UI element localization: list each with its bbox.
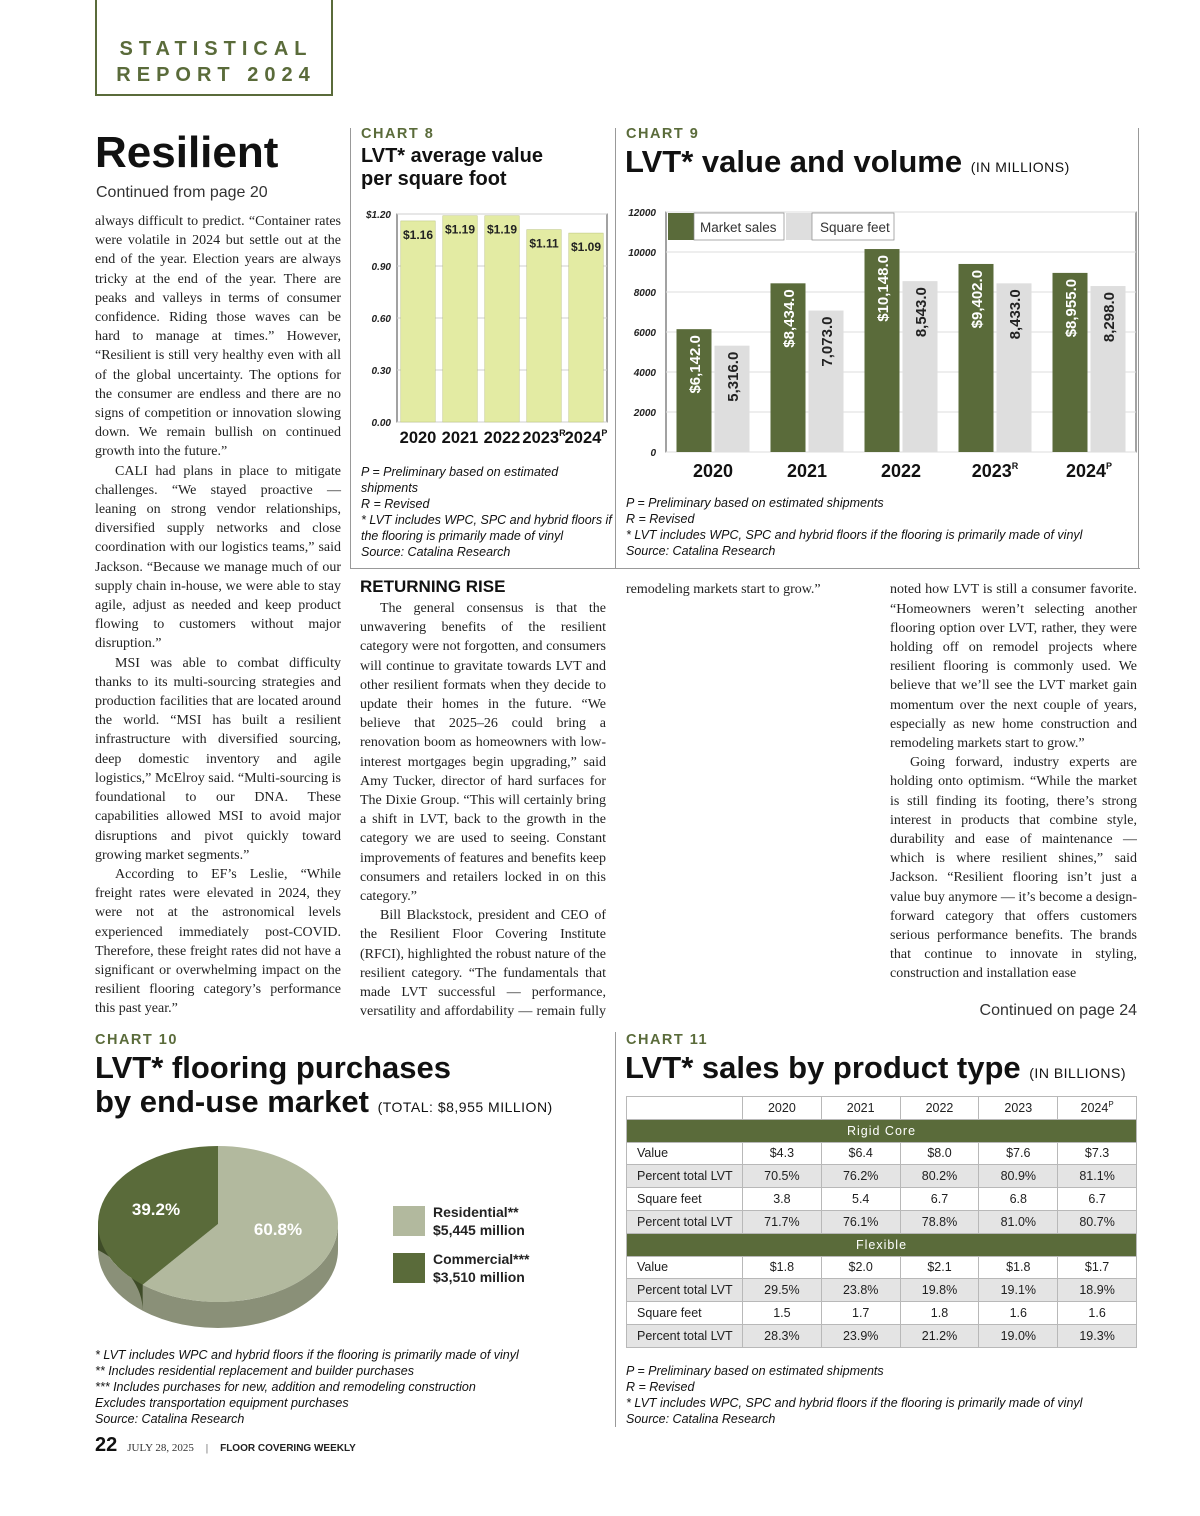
article-column-3 xyxy=(626,580,872,1021)
chart10-note: * LVT includes WPC and hybrid floors if the flooring is primarily made of vinyl xyxy=(95,1348,519,1362)
chart10-title-line2 xyxy=(95,1084,553,1120)
data-label: 7,073.0 xyxy=(819,316,836,367)
table-cell: $2.1 xyxy=(900,1256,979,1279)
table-cell: 21.2% xyxy=(900,1324,979,1347)
chart9-note: * LVT includes WPC, SPC and hybrid floors if the flooring is primarily made of vinyl xyxy=(626,528,1083,542)
data-label: 8,433.0 xyxy=(1007,289,1024,340)
table-cell: 3.8 xyxy=(743,1188,822,1211)
x-tick-label: 2022 xyxy=(880,461,922,481)
y-tick-label: 2000 xyxy=(633,408,656,419)
chart10-pie-chart xyxy=(90,1140,350,1340)
table-cell: 19.1% xyxy=(979,1279,1058,1302)
table-cell: $1.8 xyxy=(979,1256,1058,1279)
x-tick-label: $2024^P$ xyxy=(564,428,608,447)
table-cell: 6.7 xyxy=(900,1188,979,1211)
table-header-cell: 2021 xyxy=(821,1097,900,1120)
x-tick-superscript: P xyxy=(601,428,608,438)
table-cell: $2.0 xyxy=(821,1256,900,1279)
table-cell: 19.3% xyxy=(1058,1324,1137,1347)
pie-label-residential: 60.8% xyxy=(253,1220,303,1239)
x-tick-label: 2021 xyxy=(441,429,479,447)
paragraph: MSI was able to combat difficulty thanks to its multi-sourcing strategies and production facilities that are located around the world. “MSI has built a resilient infrastructure with diversified sourcing, deep domestic inventory and agile logistics,” McElroy said. “Multi-sourcing is foundational to our DNA. These capabilities allowed MSI to avoid major disruptions and pivot quickly toward growing market segments.” xyxy=(95,655,341,863)
table-header-cell: 2020 xyxy=(743,1097,822,1120)
table-header-row xyxy=(627,1097,1137,1120)
table-cell: $4.3 xyxy=(743,1142,822,1165)
section-label: Rigid Core xyxy=(627,1119,1137,1142)
x-tick-superscript: P xyxy=(1106,461,1113,471)
table-row xyxy=(627,1142,1137,1165)
continued-from: Continued from page 20 xyxy=(96,184,268,201)
row-label: Square feet xyxy=(627,1302,743,1325)
paragraph: The general consensus is that the unwavering benefits of the resilient category were not forgotten, and consumers will continue to gravitate towards LVT and other resilient formats when they decide to update their homes in the future. “We believe that 2025–26 could bring a renovation boom as homeowners with low-interest mortgages begin upgrading,” said Amy Tucker, director of hard surfaces for The Dixie Group. “This will certainly bring a shift in LVT, back to the growth in the category we are used to seeing. Constant improvements of features and benefits keep consumers and retailers locked in on this category.” xyxy=(360,601,606,905)
chart8-note: * LVT includes WPC, SPC and hybrid floors if the flooring is primarily made of vinyl xyxy=(361,513,612,543)
legend-commercial-amount: $3,510 million xyxy=(433,1269,525,1285)
chart8-title-line2: per square foot xyxy=(361,168,507,190)
row-label: Percent total LVT xyxy=(627,1324,743,1347)
table-row xyxy=(627,1188,1137,1211)
table-cell: 5.4 xyxy=(821,1188,900,1211)
data-label: 8,298.0 xyxy=(1101,292,1118,343)
chart8-notes xyxy=(361,464,613,560)
table-cell: 78.8% xyxy=(900,1210,979,1233)
data-label: $1.09 xyxy=(570,240,602,255)
legend-label: Square feet xyxy=(820,220,890,235)
bar xyxy=(485,216,519,422)
table-header-cell: 2023 xyxy=(979,1097,1058,1120)
x-tick-label: 2020 xyxy=(399,429,437,447)
table-cell: 23.8% xyxy=(821,1279,900,1302)
data-label: 5,316.0 xyxy=(725,351,742,402)
data-label: $8,434.0 xyxy=(781,289,798,348)
x-tick-label: 2020 xyxy=(692,461,734,481)
row-label: Square feet xyxy=(627,1188,743,1211)
table-cell: 76.2% xyxy=(821,1165,900,1188)
table-header-cell xyxy=(627,1097,743,1120)
row-label: Percent total LVT xyxy=(627,1210,743,1233)
chart11-label: CHART 11 xyxy=(626,1032,709,1048)
table-cell: $1.7 xyxy=(1058,1256,1137,1279)
data-label: $10,148.0 xyxy=(875,255,892,322)
table-cell: 80.7% xyxy=(1058,1210,1137,1233)
table-cell: 19.0% xyxy=(979,1324,1058,1347)
section-label: Flexible xyxy=(627,1233,1137,1256)
table-cell: $7.3 xyxy=(1058,1142,1137,1165)
data-label: $1.11 xyxy=(529,236,559,251)
data-label: $1.19 xyxy=(486,222,518,237)
paragraph: remodeling markets start to grow.” xyxy=(626,581,821,597)
row-label: Value xyxy=(627,1142,743,1165)
section-title: Resilient xyxy=(95,128,279,177)
y-tick-label: 12000 xyxy=(628,208,656,219)
legend-swatch-commercial xyxy=(393,1253,425,1283)
chart8-label: CHART 8 xyxy=(361,126,435,142)
chart8-note: P = Preliminary based on estimated shipments xyxy=(361,465,559,495)
chart10-total: (TOTAL: $8,955 MILLION) xyxy=(377,1099,553,1115)
x-tick-superscript: R xyxy=(559,428,566,438)
y-tick-label: 0 xyxy=(650,448,656,459)
data-label: $1.19 xyxy=(444,222,476,237)
y-tick-label: 0.30 xyxy=(371,366,391,377)
chart10-notes xyxy=(95,1347,605,1427)
chart9-note: P = Preliminary based on estimated shipments xyxy=(626,496,884,510)
col-superscript: P xyxy=(1108,1100,1114,1110)
pie-label-commercial: 39.2% xyxy=(131,1200,181,1219)
chart10-title-line1: LVT* flooring purchases xyxy=(95,1050,451,1085)
table-header-cell: 2022 xyxy=(900,1097,979,1120)
chart10-title-text: by end-use market xyxy=(95,1084,369,1119)
horizontal-divider xyxy=(1138,128,1139,568)
vertical-divider xyxy=(615,128,616,568)
legend-label: Market sales xyxy=(700,220,777,235)
chart10-label: CHART 10 xyxy=(95,1032,178,1048)
data-label: $6,142.0 xyxy=(687,335,704,394)
table-header-cell xyxy=(1058,1097,1137,1120)
table-cell: 80.9% xyxy=(979,1165,1058,1188)
bar xyxy=(527,230,561,422)
table-cell: 70.5% xyxy=(743,1165,822,1188)
paragraph: According to EF’s Leslie, “While freight rates were elevated in 2024, they were not at the astronomical levels experienced immediately post-COVID. Therefore, these freight rates did not have a significant or overwhelming impact on the resilient flooring category’s performance this past year.” xyxy=(95,866,341,1017)
table-row xyxy=(627,1324,1137,1347)
table-cell: 1.8 xyxy=(900,1302,979,1325)
continued-on: Continued on page 24 xyxy=(979,1002,1137,1019)
legend-residential xyxy=(433,1203,525,1239)
vertical-divider xyxy=(350,128,351,568)
table-cell: $7.6 xyxy=(979,1142,1058,1165)
table-cell: 1.7 xyxy=(821,1302,900,1325)
footer-date: JULY 28, 2025 xyxy=(127,1442,194,1454)
table-cell: $8.0 xyxy=(900,1142,979,1165)
table-cell: 19.8% xyxy=(900,1279,979,1302)
table-cell: 1.6 xyxy=(1058,1302,1137,1325)
returning-rise-heading: RETURNING RISE xyxy=(360,577,506,596)
paragraph: CALI had plans in place to mitigate challenges. “We stayed proactive — leaning on strong vendor relationships, diversified supply networks and close coordination with our logistics teams,” said Jackson. “Because we manage much of our supply chain in-house, we were able to stay agile, adjust as needed and keep product flowing to customers without major disruption.” xyxy=(95,463,341,652)
chart9-unit: (IN MILLIONS) xyxy=(970,159,1070,175)
table-cell: $6.4 xyxy=(821,1142,900,1165)
table-cell: 23.9% xyxy=(821,1324,900,1347)
y-tick-label: 6000 xyxy=(633,328,656,339)
table-row xyxy=(627,1302,1137,1325)
table-cell: 81.0% xyxy=(979,1210,1058,1233)
table-cell: 81.1% xyxy=(1058,1165,1137,1188)
x-tick-label: 2022 xyxy=(483,429,521,447)
table-section-row xyxy=(627,1119,1137,1142)
article-column-1 xyxy=(95,212,341,1019)
article-column-4 xyxy=(890,580,1137,982)
table-row xyxy=(627,1256,1137,1279)
chart10-note: *** Includes purchases for new, addition and remodeling construction xyxy=(95,1380,476,1394)
report-box xyxy=(95,0,333,96)
chart8-note: R = Revised xyxy=(361,497,430,511)
x-tick-label: $2023^R$ xyxy=(522,428,566,447)
chart10-note: Source: Catalina Research xyxy=(95,1412,245,1426)
y-tick-label: 8000 xyxy=(633,288,656,299)
data-label: 8,543.0 xyxy=(913,287,930,338)
vertical-divider xyxy=(615,1032,616,1427)
footer xyxy=(95,1434,356,1457)
footer-publication: FLOOR COVERING WEEKLY xyxy=(220,1443,356,1454)
legend-commercial xyxy=(433,1250,530,1286)
x-tick-superscript: R xyxy=(1011,461,1019,471)
table-cell: 80.2% xyxy=(900,1165,979,1188)
legend-residential-amount: $5,445 million xyxy=(433,1222,525,1238)
data-label: $9,402.0 xyxy=(969,269,986,329)
table-cell: 71.7% xyxy=(743,1210,822,1233)
table-cell: 1.6 xyxy=(979,1302,1058,1325)
chart8-title-line1: LVT* average value xyxy=(361,145,543,167)
chart11-note: R = Revised xyxy=(626,1380,695,1394)
table-cell: $1.8 xyxy=(743,1256,822,1279)
chart11-note: * LVT includes WPC, SPC and hybrid floors if the flooring is primarily made of vinyl xyxy=(626,1396,1083,1410)
paragraph: noted how LVT is still a consumer favorite. “Homeowners weren’t selecting another flooring option over LVT, rather, they were holding off on remodel projects where resilient flooring is commonly used. We believe that we’ll see the LVT market gain momentum over the next couple of years, especially as new home construction and remodeling markets start to grow.” xyxy=(890,582,1137,752)
table-section-row xyxy=(627,1233,1137,1256)
data-label: $8,955.0 xyxy=(1063,278,1080,338)
chart9-title-text: LVT* value and volume xyxy=(625,144,963,179)
paragraph: Going forward, industry experts are holding onto optimism. “While the market is still finding its footing, there’s strong interest in products that combine style, durability and ease of maintenance — which is where resilient shines,” said Jackson. “Resilient flooring isn’t just a value buy anymore — it’s become a design-forward category that offers customers serious performance benefits. The brands that continue to innovate in styling, construction and installation ease xyxy=(890,755,1137,982)
paragraph: always difficult to predict. “Container rates were volatile in 2024 but settle out at the end of the year. Election years are always tricky at the end of the year. There are peaks and valleys in terms of consumer confidence. Riding those waves can be hard to manage at times.” However, “Resilient is still very healthy even with all of the global uncertainty. The options for the consumer are endless and there are no signs of competition or innovation slowing down. We remain bullish on continued growth into the future.” xyxy=(95,214,341,460)
table-cell: 18.9% xyxy=(1058,1279,1137,1302)
legend-residential-name: Residential** xyxy=(433,1204,519,1220)
chart10-note: Excludes transportation equipment purchases xyxy=(95,1396,349,1410)
x-tick-label: 2021 xyxy=(786,461,828,481)
chart9-notes xyxy=(626,495,1136,559)
bar xyxy=(569,233,603,422)
article-column-2 xyxy=(360,599,606,1021)
paragraph: Bill Blackstock, president and CEO of the Resilient Floor Covering Institute (RFCI), highlighted the robust nature of the resilient category. “The fundamentals that made LVT successful — performance, versatility and affordability — remain fully xyxy=(360,908,606,1020)
chart11-title xyxy=(625,1050,1126,1086)
chart11-title-text: LVT* sales by product type xyxy=(625,1050,1021,1085)
bar xyxy=(401,221,435,422)
table-cell: 76.1% xyxy=(821,1210,900,1233)
chart9-bar-chart xyxy=(620,200,1138,490)
chart11-notes xyxy=(626,1363,1136,1427)
chart9-note: R = Revised xyxy=(626,512,695,526)
table-cell: 29.5% xyxy=(743,1279,822,1302)
row-label: Value xyxy=(627,1256,743,1279)
legend-swatch-market-sales xyxy=(668,213,694,240)
horizontal-divider xyxy=(350,568,1140,569)
x-tick-label: $2024^P$ xyxy=(1065,461,1113,481)
chart9-note: Source: Catalina Research xyxy=(626,544,776,558)
row-label: Percent total LVT xyxy=(627,1279,743,1302)
chart9-label: CHART 9 xyxy=(626,126,700,142)
y-tick-label: 0.60 xyxy=(371,314,391,325)
chart11-unit: (IN BILLIONS) xyxy=(1029,1065,1127,1081)
table-cell: 6.7 xyxy=(1058,1188,1137,1211)
chart8-bar-chart xyxy=(355,200,615,450)
bar xyxy=(443,216,477,422)
table-cell: 28.3% xyxy=(743,1324,822,1347)
legend-swatch-square-feet xyxy=(786,213,812,240)
data-label: $1.16 xyxy=(402,227,434,242)
chart9-title xyxy=(625,144,1070,180)
chart8-note: Source: Catalina Research xyxy=(361,545,511,559)
col-year: 2024 xyxy=(1080,1101,1109,1116)
row-label: Percent total LVT xyxy=(627,1165,743,1188)
table-row xyxy=(627,1165,1137,1188)
chart11-table-wrap xyxy=(626,1096,1137,1348)
table-row xyxy=(627,1279,1137,1302)
chart11-note: Source: Catalina Research xyxy=(626,1412,776,1426)
chart11-table xyxy=(626,1096,1137,1348)
page-number: 22 xyxy=(95,1434,118,1456)
x-tick-label: $2023^R$ xyxy=(971,461,1019,481)
table-cell: 6.8 xyxy=(979,1188,1058,1211)
table-cell: 1.5 xyxy=(743,1302,822,1325)
legend-commercial-name: Commercial*** xyxy=(433,1251,530,1267)
y-tick-label: 10000 xyxy=(628,248,656,259)
y-tick-label: 0.90 xyxy=(371,262,391,273)
legend-swatch-residential xyxy=(393,1206,425,1236)
report-box-line2: REPORT 2024 xyxy=(116,64,316,86)
y-tick-label: 0.00 xyxy=(371,418,391,429)
y-tick-label: $1.20 xyxy=(365,210,391,221)
y-tick-label: 4000 xyxy=(633,368,656,379)
chart10-note: ** Includes residential replacement and builder purchases xyxy=(95,1364,414,1378)
table-row xyxy=(627,1210,1137,1233)
report-box-line1: STATISTICAL xyxy=(119,38,313,60)
footer-separator: | xyxy=(205,1442,209,1454)
chart11-note: P = Preliminary based on estimated shipments xyxy=(626,1364,884,1378)
